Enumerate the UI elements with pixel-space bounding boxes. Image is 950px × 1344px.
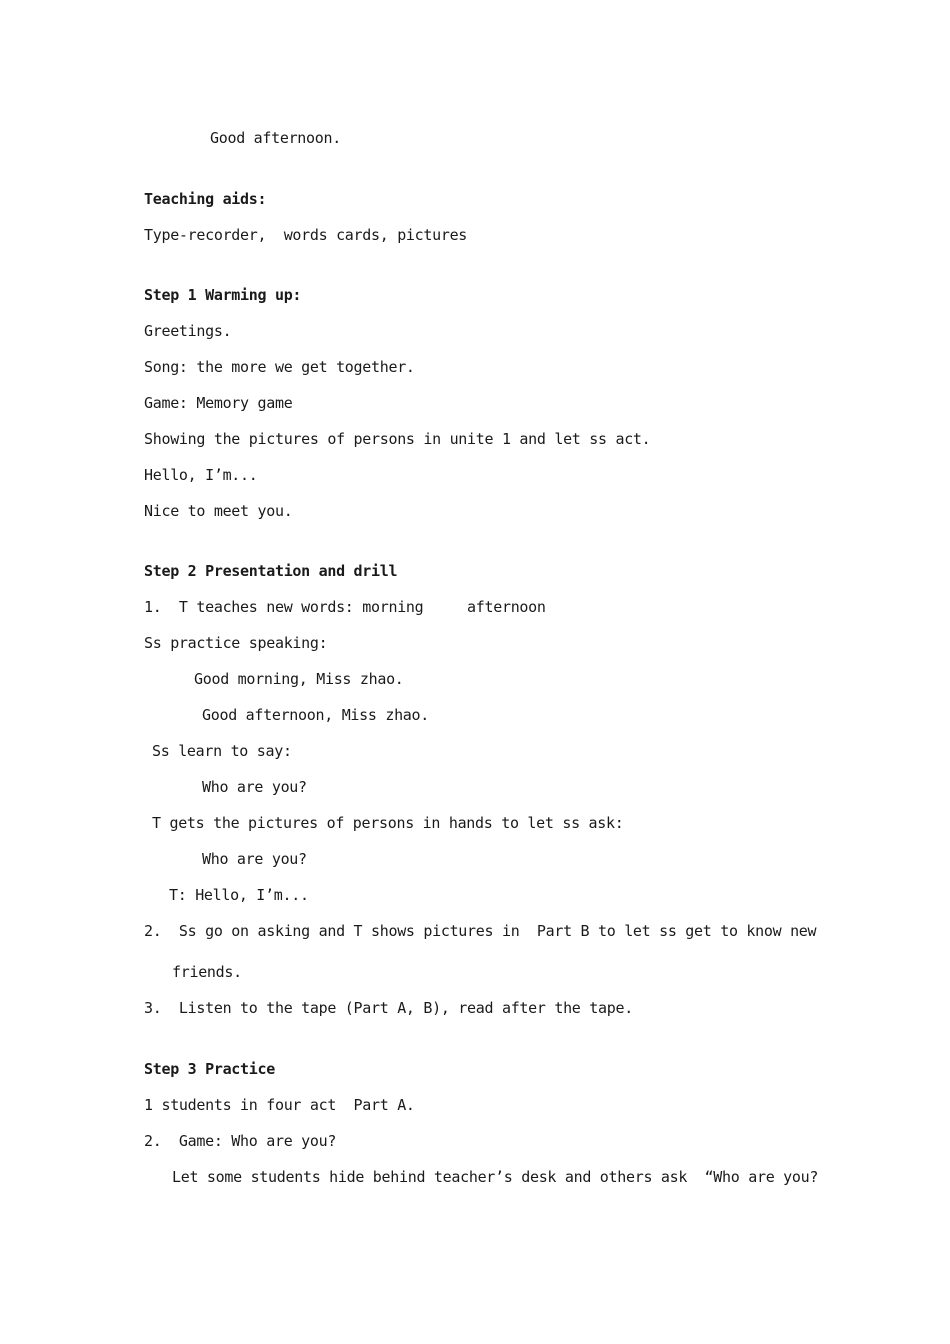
step1-line: Greetings.	[144, 322, 232, 340]
step1-line: Song: the more we get together.	[144, 358, 415, 376]
step2-heading: Step 2 Presentation and drill	[144, 562, 398, 580]
step2-line: 1. T teaches new words: morning afternoon	[144, 598, 546, 616]
step3-line: Let some students hide behind teacher’s desk and others ask “Who are you?	[172, 1168, 819, 1186]
step3-heading: Step 3 Practice	[144, 1060, 275, 1078]
step3-line: 2. Game: Who are you?	[144, 1132, 337, 1150]
step2-line: 2. Ss go on asking and T shows pictures in Part B to let ss get to know new	[144, 922, 817, 940]
step2-line: Who are you?	[202, 850, 307, 868]
teaching-aids-items: Type-recorder, words cards, pictures	[144, 226, 468, 244]
step2-line: T: Hello, I’m...	[169, 886, 309, 904]
step3-line: 1 students in four act Part A.	[144, 1096, 415, 1114]
step2-line: T gets the pictures of persons in hands to let ss ask:	[152, 814, 624, 832]
step2-line: Who are you?	[202, 778, 307, 796]
step2-line: Good morning, Miss zhao.	[194, 670, 404, 688]
teaching-aids-heading: Teaching aids:	[144, 190, 267, 208]
step1-line: Showing the pictures of persons in unite 1 and let ss act.	[144, 430, 651, 448]
step2-line: Ss learn to say:	[152, 742, 292, 760]
step1-line: Nice to meet you.	[144, 502, 293, 520]
step2-line: Good afternoon, Miss zhao.	[202, 706, 430, 724]
step2-line: Ss practice speaking:	[144, 634, 328, 652]
step2-line: friends.	[172, 963, 242, 981]
opening-line: Good afternoon.	[210, 129, 341, 147]
step2-line: 3. Listen to the tape (Part A, B), read after the tape.	[144, 999, 633, 1017]
step1-line: Game: Memory game	[144, 394, 293, 412]
step1-line: Hello, I’m...	[144, 466, 258, 484]
step1-heading: Step 1 Warming up:	[144, 286, 302, 304]
